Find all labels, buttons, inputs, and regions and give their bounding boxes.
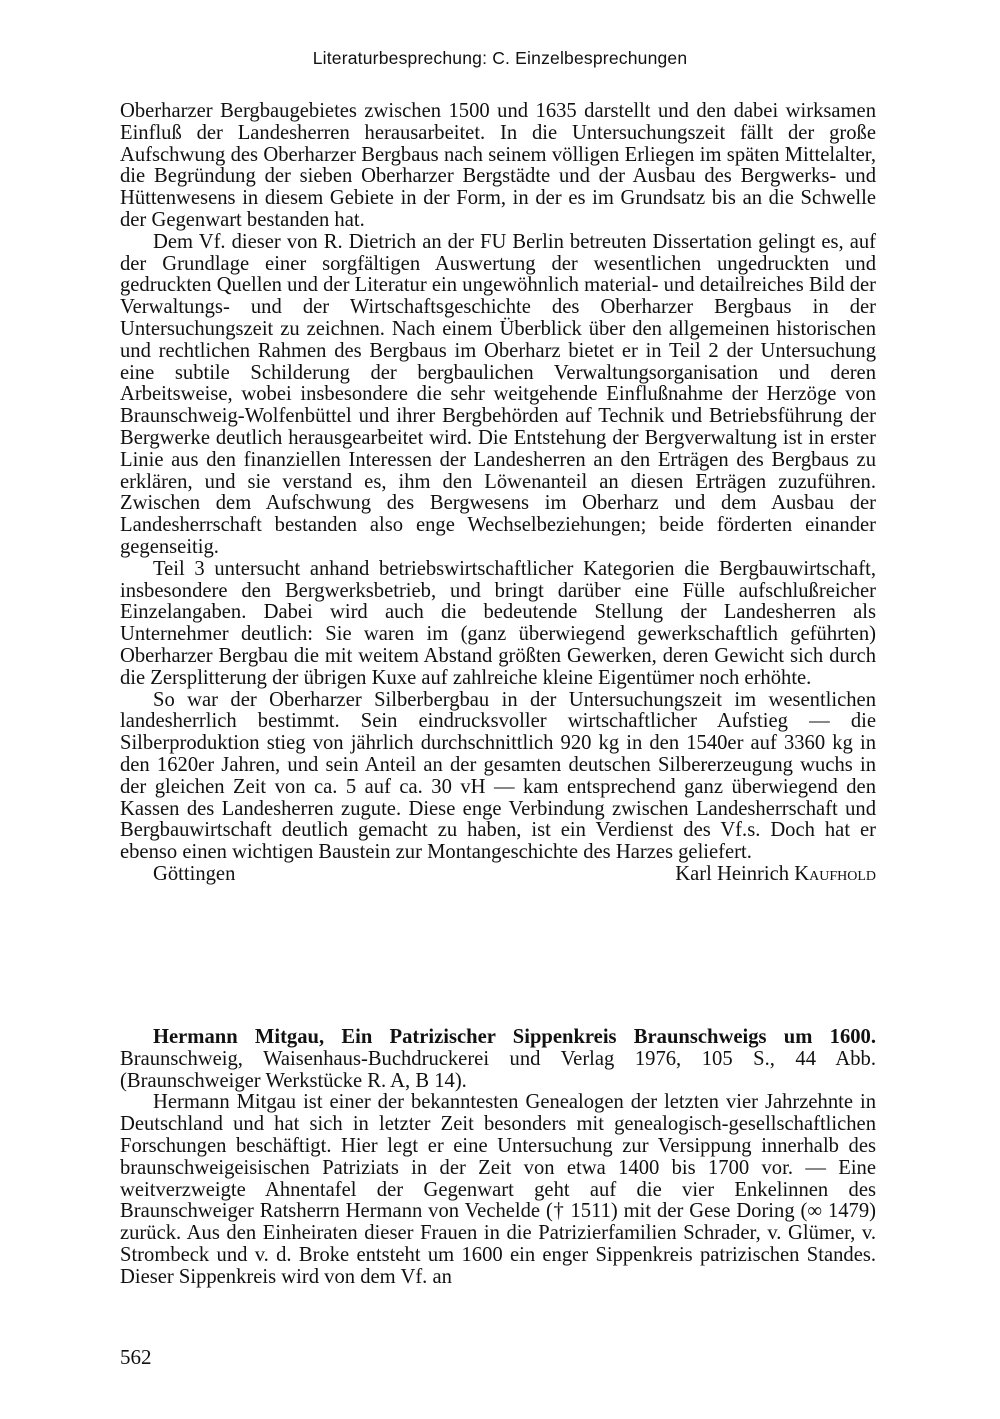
reviewer-last-name: Kaufhold bbox=[794, 862, 876, 885]
book-title: Hermann Mitgau, Ein Patrizischer Sippenkreis Braunschweigs um 1600. bbox=[153, 1026, 876, 1048]
page-number: 562 bbox=[120, 1345, 152, 1369]
paragraph: Teil 3 untersucht anhand betriebswirtschaftlicher Kategorien die Bergbauwirtschaft, insbesondere den Bergwerksbetrieb, und bringt darüber eine Fülle aufschlußreicher Einzelangaben. Dabei wird auch die bedeutende Stellung der Landesherren als Unternehmer deutlich: Sie waren im (ganz überwiegend gewerkschaftlich geführten) Oberharzer Bergbau die mit weitem Abstand größten Gewerken, deren Gewicht sich durch die Zersplitterung der übrigen Kuxe auf zahlreiche kleine Eigentümer noch erhöhte. bbox=[120, 557, 876, 689]
paragraph: Oberharzer Bergbaugebietes zwischen 1500 und 1635 darstellt und den dabei wirksamen Einfluß der Landesherren herausarbeitet. In die Untersuchungszeit fällt der große Aufschwung des Oberharzer Bergbaus nach seinem völligen Erliegen im späten Mittelalter, die Begründung der sieben Oberharzer Bergstädte und der Ausbau des Bergwerks- und Hüttenwesens in diesem Gebiete in der Form, in der es im Grundsatz bis an die Schwelle der Gegenwart bestanden hat. bbox=[120, 100, 876, 231]
paragraph: So war der Oberharzer Silberbergbau in der Untersuchungszeit im wesentlichen landesherrlich bestimmt. Sein eindrucksvoller wirtschaftlicher Aufstieg — die Silberproduktion stieg von jährlich durchschnittlich 920 kg in den 1540er auf 3360 kg in den 1620er Jahren, und sein Anteil an der gesamten deutschen Silbererzeugung wuchs in der gleichen Zeit von ca. 5 auf ca. 30 vH — kam entsprechend ganz überwiegend den Kassen des Landesherren zugute. Diese enge Verbindung zwischen Landesherrschaft und Bergbauwirtschaft deutlich gemacht zu haben, ist ein Verdienst des Vf.s. Doch hat er ebenso einen wichtigen Baustein zur Montangeschichte des Harzes geliefert. bbox=[120, 688, 876, 864]
place: Göttingen bbox=[153, 862, 236, 885]
book-citation bbox=[120, 1027, 876, 1092]
signature-line bbox=[120, 864, 876, 886]
paragraph: Hermann Mitgau ist einer der bekanntesten Genealogen der letzten vier Jahrzehnte in Deutschland und hat sich in letzter Zeit besonders mit genealogisch-gesellschaftlichen Forschungen beschäftigt. Hier legt er eine Untersuchung zur Versippung innerhalb des braunschweigeisischen Patriziats in der Zeit von etwa 1400 bis 1700 vor. — Eine weitverzweigte Ahnentafel der Gegenwart geht auf die vier Enkelinnen des Braunschweiger Ratsherrn Hermann von Vechelde († 1511) mit der Gese Doring (∞ 1479) zurück. Aus den Einheiraten dieser Frauen in die Patrizierfamilien Schrader, v. Glümer, v. Strombeck und v. d. Broke entsteht um 1600 ein enger Sippenkreis patrizischen Standes. Dieser Sippenkreis wird von dem Vf. an bbox=[120, 1091, 876, 1288]
book-publication: Braunschweig, Waisenhaus-Buchdruckerei und Verlag 1976, 105 S., 44 Abb. (Braunschweiger Werkstücke R. A, B 14). bbox=[120, 1047, 876, 1092]
reviewer-first-name: Karl Heinrich bbox=[675, 862, 790, 885]
review-mitgau bbox=[120, 1027, 876, 1289]
running-head: Literaturbesprechung: C. Einzelbesprechungen bbox=[312, 48, 688, 68]
reviewer-name bbox=[675, 864, 876, 886]
review-kaufhold bbox=[120, 101, 876, 886]
paragraph: Dem Vf. dieser von R. Dietrich an der FU Berlin betreuten Dissertation gelingt es, auf der Grundlage einer sorgfältigen Auswertung der wesentlichen ungedruckten und gedruckten Quellen und der Literatur ein ungewöhnlich material- und detailreiches Bild der Verwaltungs- und der Wirtschaftsgeschichte des Oberharzer Bergbaus in der Untersuchungszeit zu zeichnen. Nach einem Überblick über den allgemeinen historischen und rechtlichen Rahmen des Bergbaus im Oberharz bietet er in Teil 2 der Untersuchung eine subtile Schilderung der bergbaulichen Verwaltungsorganisation und deren Arbeitsweise, wobei insbesondere die sehr weitgehende Einflußnahme der Herzöge von Braunschweig-Wolfenbüttel und ihrer Bergbehörden auf Technik und Betriebsführung der Bergwerke deutlich herausgearbeitet wird. Die Entstehung der Bergverwaltung ist in erster Linie aus den finanziellen Interessen der Landesherren an den Erträgen des Bergbaus zu erklären, und sie verstand es, ihm den Löwenanteil an diesen Erträgen zuzuführen. Zwischen dem Aufschwung des Bergwesens im Oberharz und dem Ausbau der Landesherrschaft bestanden also enge Wechselbeziehungen; beide förderten einander gegenseitig. bbox=[120, 230, 876, 558]
